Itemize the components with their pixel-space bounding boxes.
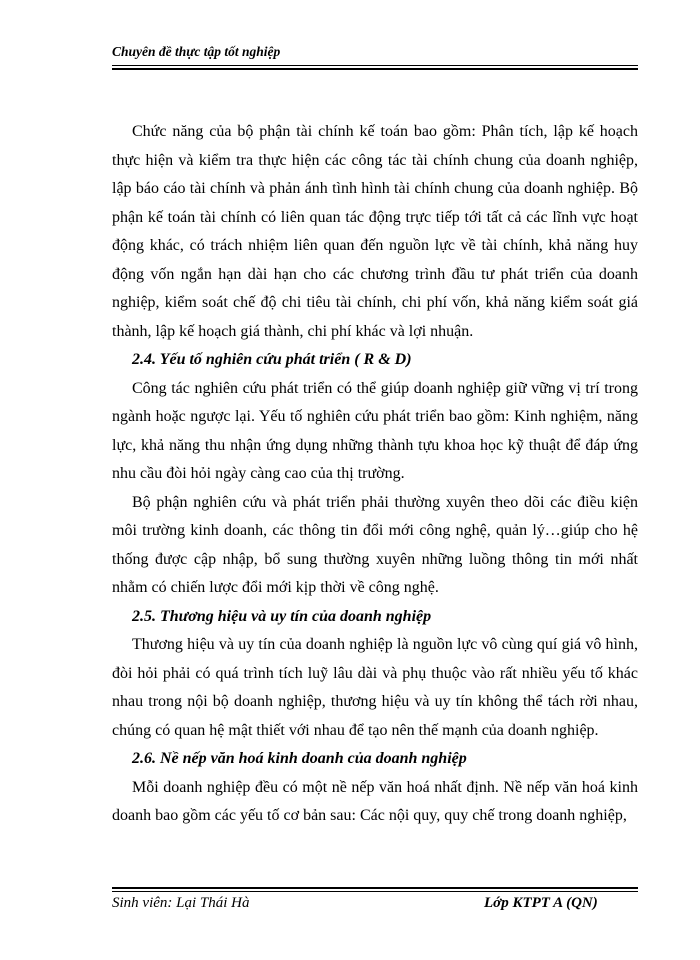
section-heading-2-4: 2.4. Yếu tố nghiên cứu phát triển ( R & D) bbox=[132, 351, 412, 368]
footer-rule-thick bbox=[112, 887, 638, 889]
section-heading-2-6: 2.6. Nề nếp văn hoá kinh doanh của doanh nghiệp bbox=[132, 750, 467, 767]
paragraph-brand-reputation: Thương hiệu và uy tín của doanh nghiệp là nguồn lực vô cùng quí giá vô hình, đòi hỏi phải có quá trình tích luỹ lâu dài và phụ thuộc vào rất nhiều yếu tố khác nhau trong nội bộ doanh nghiệp, thương hiệu và uy tín không thể tách rời nhau, chúng có quan hệ mật thiết với nhau để tạo nên thế mạnh của doanh nghiệp. bbox=[112, 636, 638, 739]
footer-class-name: Lớp KTPT A (QN) bbox=[484, 895, 598, 911]
footer-student-name: Sinh viên: Lại Thái Hà bbox=[112, 895, 250, 911]
paragraph-finance-accounting: Chức năng của bộ phận tài chính kế toán bao gồm: Phân tích, lập kế hoạch thực hiện và kiểm tra thực hiện các công tác tài chính chung của doanh nghiệp, lập báo cáo tài chính và phản ánh tình hình tài chính chung của doanh nghiệp. Bộ phận kế toán tài chính có liên quan tác động trực tiếp tới tất cả các lĩnh vực hoạt động khác, có trách nhiệm liên quan đến nguồn lực về tài chính, khả năng huy động vốn ngắn hạn dài hạn cho các chương trình đầu tư phát triển của doanh nghiệp, kiểm soát chế độ chi tiêu tài chính, chi phí vốn, khả năng kiểm soát giá thành, lập kế hoạch giá thành, chi phí khác và lợi nhuận. bbox=[112, 123, 638, 340]
paragraph-rd-department: Bộ phận nghiên cứu và phát triển phải thường xuyên theo dõi các điều kiện môi trường kinh doanh, các thông tin đổi mới công nghệ, quản lý…giúp cho hệ thống được cập nhập, bổ sung thường xuyên những luồng thông tin mới nhất nhằm có chiến lược đổi mới kịp thời về công nghệ. bbox=[112, 493, 638, 596]
footer-rule-thin bbox=[112, 891, 638, 892]
paragraph-business-culture: Mỗi doanh nghiệp đều có một nề nếp văn hoá nhất định. Nề nếp văn hoá kinh doanh bao gồm các yếu tố cơ bản sau: Các nội quy, quy chế trong doanh nghiệp, bbox=[112, 778, 638, 824]
section-heading-2-5: 2.5. Thương hiệu và uy tín của doanh nghiệp bbox=[132, 607, 432, 625]
document-body bbox=[112, 118, 638, 831]
header-rule-thin bbox=[112, 65, 638, 66]
header-rule-thick bbox=[112, 68, 638, 70]
header-title: Chuyên đề thực tập tốt nghiệp bbox=[112, 44, 281, 59]
paragraph-rd-overview: Công tác nghiên cứu phát triển có thể giúp doanh nghiệp giữ vững vị trí trong ngành hoặc ngược lại. Yếu tố nghiên cứu phát triển bao gồm: Kinh nghiệm, năng lực, khả năng thu nhận ứng dụng những thành tựu khoa học kỹ thuật để đáp ứng nhu cầu đòi hỏi ngày càng cao của thị trường. bbox=[112, 379, 638, 482]
